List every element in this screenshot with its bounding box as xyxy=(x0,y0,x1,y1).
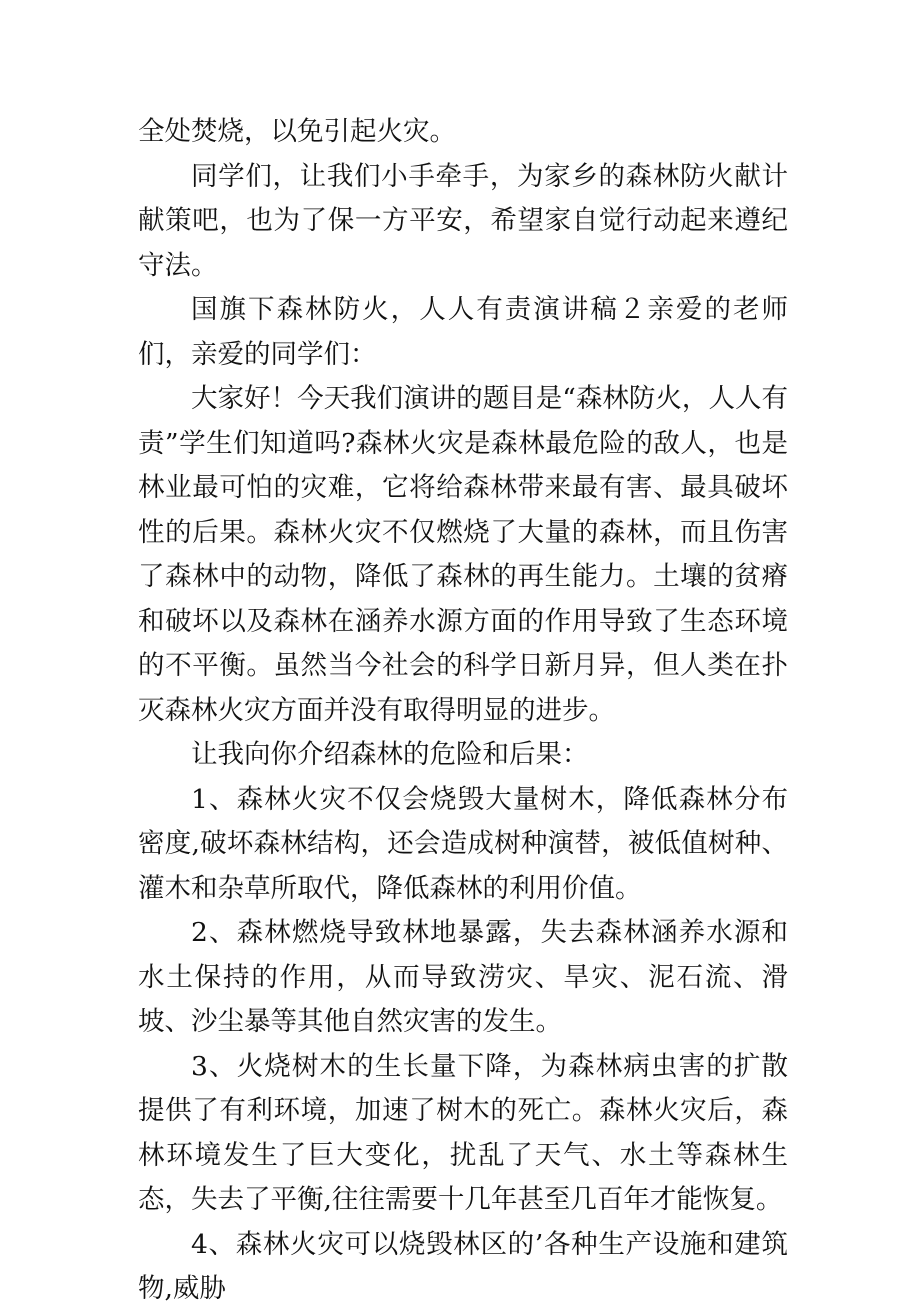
list-item-1: 1、森林火灾不仅会烧毁大量树木，降低森林分布密度,破坏森林结构，还会造成树种演替，被低值树种、灌木和杂草所取代，降低森林的利用价值。 xyxy=(138,783,788,904)
paragraph-5: 让我向你介绍森林的危险和后果： xyxy=(191,739,589,770)
list-item-4: 4、森林火灾可以烧毁林区的’各种生产设施和建筑物,威胁 xyxy=(138,1228,788,1304)
list-item-2: 2、森林燃烧导致林地暴露，失去森林涵养水源和水土保持的作用，从而导致涝灾、旱灾、泥石流、滑坡、沙尘暴等其他自然灾害的发生。 xyxy=(138,917,788,1037)
document-body xyxy=(138,110,788,1312)
list-item-3: 3、火烧树木的生长量下降，为森林病虫害的扩散提供了有利环境，加速了树木的死亡。森林火灾后，森林环境发生了巨大变化，扰乱了天气、水土等森林生态，失去了平衡,往往需要十几年甚至几百年才能恢复。 xyxy=(138,1050,788,1215)
paragraph-2: 同学们，让我们小手牵手，为家乡的森林防火献计献策吧，也为了保一方平安，希望家自觉行动起来遵纪守法。 xyxy=(138,160,788,281)
paragraph-3: 国旗下森林防火，人人有责演讲稿２亲爱的老师们，亲爱的同学们： xyxy=(138,294,788,370)
paragraph-4: 大家好！今天我们演讲的题目是“森林防火，人人有责”学生们知道吗?森林火灾是森林最危险的敌人，也是林业最可怕的灾难，它将给森林带来最有害、最具破坏性的后果。森林火灾不仅燃烧了大量的森林，而且伤害了森林中的动物，降低了森林的再生能力。土壤的贫瘠和破坏以及森林在涵养水源方面的作用导致了生态环境的不平衡。虽然当今社会的科学日新月异，但人类在扑灭森林火灾方面并没有取得明显的进步。 xyxy=(138,383,788,726)
paragraph-1: 全处焚烧，以免引起火灾。 xyxy=(138,116,456,147)
